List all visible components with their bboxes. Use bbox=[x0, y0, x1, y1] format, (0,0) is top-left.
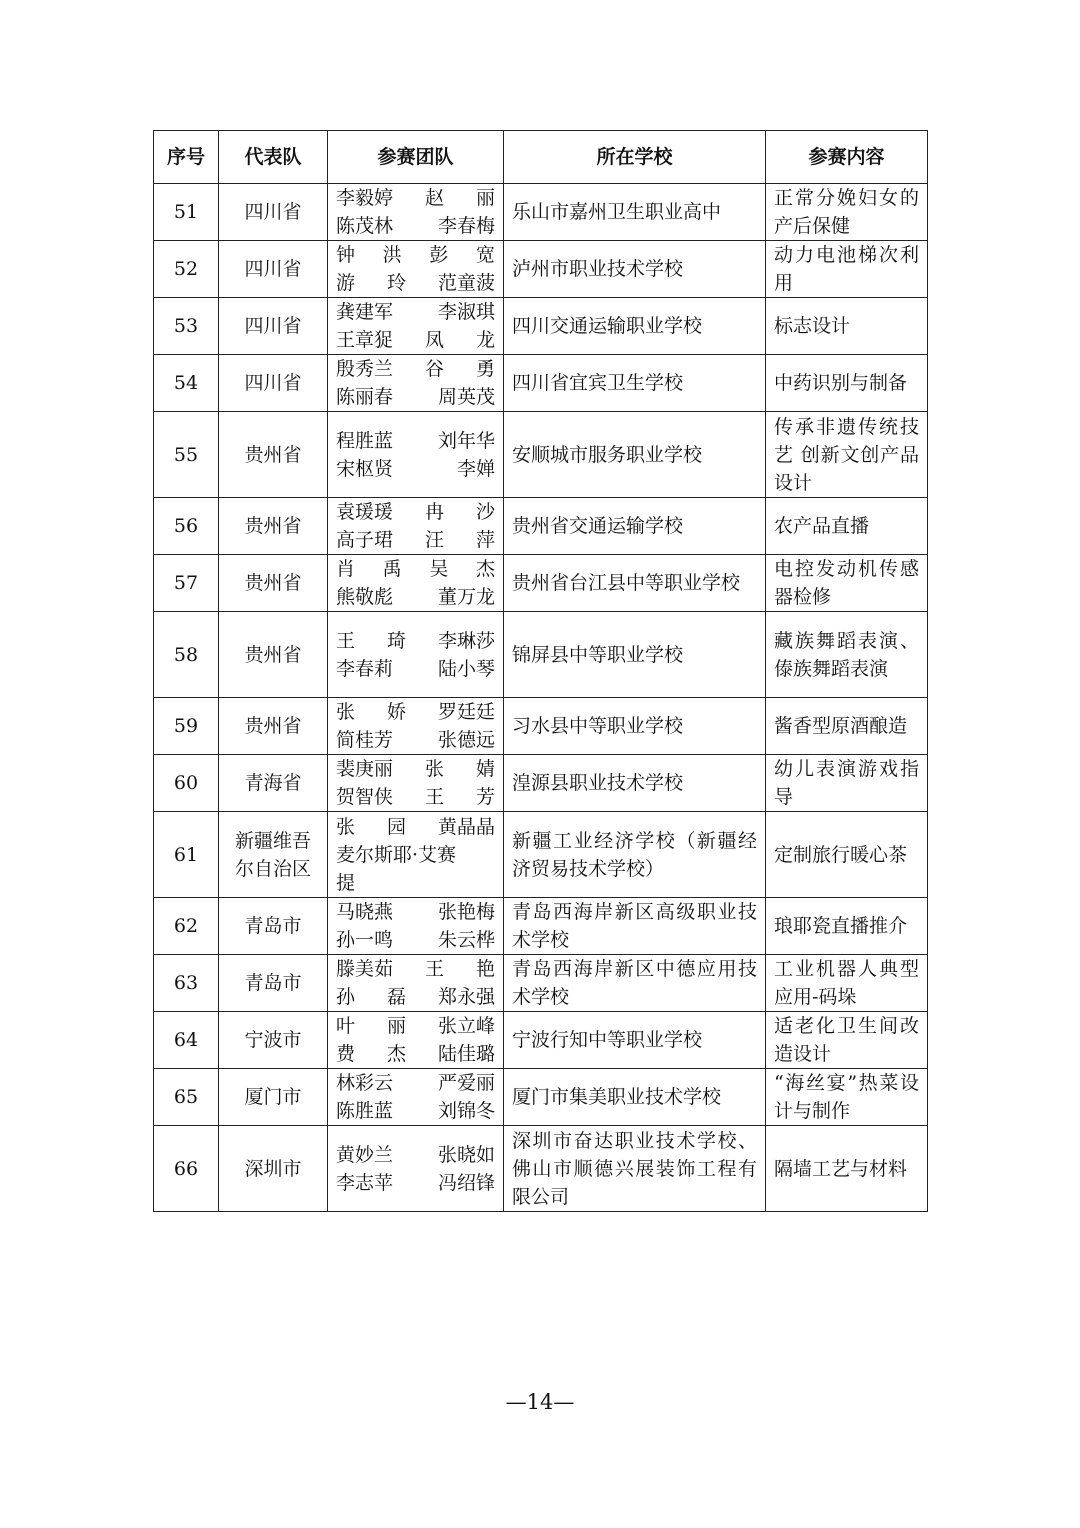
row-number: 57 bbox=[154, 555, 219, 612]
row-content: 定制旅行暖心茶 bbox=[766, 812, 928, 898]
row-content: 琅耶瓷直播推介 bbox=[766, 898, 928, 955]
row-number: 58 bbox=[154, 612, 219, 698]
row-team bbox=[328, 898, 504, 955]
table-row bbox=[154, 498, 928, 555]
row-school: 贵州省台江县中等职业学校 bbox=[504, 555, 766, 612]
table-row bbox=[154, 898, 928, 955]
header-province: 代表队 bbox=[219, 131, 328, 184]
row-province: 青岛市 bbox=[219, 955, 328, 1012]
table-row bbox=[154, 755, 928, 812]
row-content: 酱香型原酒酿造 bbox=[766, 698, 928, 755]
row-number: 62 bbox=[154, 898, 219, 955]
team-member-line: 袁瑗瑗 冉 沙 bbox=[336, 501, 495, 523]
table-row bbox=[154, 1012, 928, 1069]
row-school: 厦门市集美职业技术学校 bbox=[504, 1069, 766, 1126]
row-number: 60 bbox=[154, 755, 219, 812]
row-number: 64 bbox=[154, 1012, 219, 1069]
row-team bbox=[328, 698, 504, 755]
team-member-line: 殷秀兰 谷 勇 bbox=[336, 358, 495, 380]
team-member-line: 游 玲 范童菠 bbox=[336, 272, 495, 294]
team-member-line: 李志苹 冯绍锋 bbox=[336, 1171, 495, 1194]
row-school: 四川省宜宾卫生学校 bbox=[504, 355, 766, 412]
row-province: 宁波市 bbox=[219, 1012, 328, 1069]
team-member-line: 滕美茹 王 艳 bbox=[336, 958, 495, 980]
team-member-line: 提 bbox=[336, 871, 356, 894]
row-content: 农产品直播 bbox=[766, 498, 928, 555]
row-school: 宁波行知中等职业学校 bbox=[504, 1012, 766, 1069]
row-number: 53 bbox=[154, 298, 219, 355]
team-member-line: 张 娇 罗廷廷 bbox=[336, 701, 495, 723]
row-province: 贵州省 bbox=[219, 498, 328, 555]
row-school: 深圳市奋达职业技术学校、佛山市顺德兴展装饰工程有限公司 bbox=[504, 1126, 766, 1212]
header-no: 序号 bbox=[154, 131, 219, 184]
row-content: “海丝宴”热菜设计与制作 bbox=[766, 1069, 928, 1126]
row-school: 泸州市职业技术学校 bbox=[504, 241, 766, 298]
row-team bbox=[328, 184, 504, 241]
row-content: 传承非遗传统技艺 创新文创产品设计 bbox=[766, 412, 928, 498]
header-school: 所在学校 bbox=[504, 131, 766, 184]
row-team bbox=[328, 955, 504, 1012]
row-team bbox=[328, 1012, 504, 1069]
team-member-line: 贺智侠 王 芳 bbox=[336, 786, 495, 808]
team-member-line: 张 园 黄晶晶 bbox=[336, 815, 495, 838]
row-number: 66 bbox=[154, 1126, 219, 1212]
row-number: 61 bbox=[154, 812, 219, 898]
row-province: 四川省 bbox=[219, 355, 328, 412]
team-member-line: 钟 洪 彭 宽 bbox=[336, 244, 495, 266]
team-member-line: 高子珺 汪 萍 bbox=[336, 529, 495, 551]
row-number: 51 bbox=[154, 184, 219, 241]
row-content: 隔墙工艺与材料 bbox=[766, 1126, 928, 1212]
row-school: 青岛西海岸新区高级职业技术学校 bbox=[504, 898, 766, 955]
team-member-line: 肖 禹 吴 杰 bbox=[336, 558, 495, 580]
header-team: 参赛团队 bbox=[328, 131, 504, 184]
team-member-line: 费 杰 陆佳璐 bbox=[336, 1043, 495, 1065]
row-content: 电控发动机传感器检修 bbox=[766, 555, 928, 612]
team-member-line: 宋枢贤 李婵 bbox=[336, 457, 495, 480]
row-number: 65 bbox=[154, 1069, 219, 1126]
table-row bbox=[154, 698, 928, 755]
page-number: —14— bbox=[505, 1390, 575, 1414]
row-province: 青岛市 bbox=[219, 898, 328, 955]
row-team bbox=[328, 1069, 504, 1126]
row-content: 适老化卫生间改造设计 bbox=[766, 1012, 928, 1069]
row-team bbox=[328, 498, 504, 555]
row-province: 贵州省 bbox=[219, 612, 328, 698]
row-team bbox=[328, 241, 504, 298]
row-number: 63 bbox=[154, 955, 219, 1012]
row-number: 55 bbox=[154, 412, 219, 498]
table-row bbox=[154, 241, 928, 298]
team-member-line: 孙 磊 郑永强 bbox=[336, 986, 495, 1008]
row-team bbox=[328, 812, 504, 898]
row-province: 新疆维吾尔自治区 bbox=[219, 812, 328, 898]
row-province: 厦门市 bbox=[219, 1069, 328, 1126]
team-member-line: 程胜蓝 刘年华 bbox=[336, 429, 495, 452]
row-school: 安顺城市服务职业学校 bbox=[504, 412, 766, 498]
row-content: 工业机器人典型应用-码垛 bbox=[766, 955, 928, 1012]
row-team bbox=[328, 755, 504, 812]
team-member-line: 简桂芳 张德远 bbox=[336, 729, 495, 751]
team-member-line: 李毅婷 赵 丽 bbox=[336, 187, 495, 209]
row-content: 幼儿表演游戏指导 bbox=[766, 755, 928, 812]
row-province: 贵州省 bbox=[219, 412, 328, 498]
row-team bbox=[328, 1126, 504, 1212]
team-member-line: 王章㹱 凤 龙 bbox=[336, 329, 495, 351]
row-school: 习水县中等职业学校 bbox=[504, 698, 766, 755]
row-school: 乐山市嘉州卫生职业高中 bbox=[504, 184, 766, 241]
row-school: 贵州省交通运输学校 bbox=[504, 498, 766, 555]
row-number: 52 bbox=[154, 241, 219, 298]
table-row bbox=[154, 555, 928, 612]
row-school: 四川交通运输职业学校 bbox=[504, 298, 766, 355]
team-member-line: 熊敬彪 董万龙 bbox=[336, 586, 495, 608]
table-row bbox=[154, 355, 928, 412]
row-school: 锦屏县中等职业学校 bbox=[504, 612, 766, 698]
row-number: 59 bbox=[154, 698, 219, 755]
participants-table bbox=[153, 130, 928, 1212]
row-province: 贵州省 bbox=[219, 698, 328, 755]
row-number: 54 bbox=[154, 355, 219, 412]
table-row bbox=[154, 1069, 928, 1126]
row-team bbox=[328, 612, 504, 698]
row-content: 正常分娩妇女的产后保健 bbox=[766, 184, 928, 241]
team-member-line: 麦尔斯耶·艾赛 bbox=[336, 843, 457, 866]
table-header-row bbox=[154, 131, 928, 184]
row-province: 青海省 bbox=[219, 755, 328, 812]
table-row bbox=[154, 612, 928, 698]
table-row bbox=[154, 184, 928, 241]
row-province: 四川省 bbox=[219, 184, 328, 241]
table-row bbox=[154, 812, 928, 898]
team-member-line: 马晓燕 张艳梅 bbox=[336, 901, 495, 923]
row-team bbox=[328, 355, 504, 412]
row-province: 四川省 bbox=[219, 241, 328, 298]
table-row bbox=[154, 412, 928, 498]
row-team bbox=[328, 298, 504, 355]
team-member-line: 陈丽春 周英茂 bbox=[336, 386, 495, 408]
row-content: 藏族舞蹈表演、傣族舞蹈表演 bbox=[766, 612, 928, 698]
header-content: 参赛内容 bbox=[766, 131, 928, 184]
team-member-line: 叶 丽 张立峰 bbox=[336, 1015, 495, 1037]
team-member-line: 陈胜蓝 刘锦冬 bbox=[336, 1100, 495, 1122]
row-province: 深圳市 bbox=[219, 1126, 328, 1212]
team-member-line: 黄妙兰 张晓如 bbox=[336, 1143, 495, 1166]
team-member-line: 陈茂林 李春梅 bbox=[336, 215, 495, 237]
table-row bbox=[154, 1126, 928, 1212]
team-member-line: 裴庚丽 张 婧 bbox=[336, 758, 495, 780]
row-school: 青岛西海岸新区中德应用技术学校 bbox=[504, 955, 766, 1012]
row-province: 贵州省 bbox=[219, 555, 328, 612]
team-member-line: 孙一鸣 朱云桦 bbox=[336, 929, 495, 951]
row-content: 标志设计 bbox=[766, 298, 928, 355]
row-province: 四川省 bbox=[219, 298, 328, 355]
table-row bbox=[154, 298, 928, 355]
row-content: 中药识别与制备 bbox=[766, 355, 928, 412]
row-school: 湟源县职业技术学校 bbox=[504, 755, 766, 812]
row-school: 新疆工业经济学校（新疆经济贸易技术学校） bbox=[504, 812, 766, 898]
row-team bbox=[328, 555, 504, 612]
team-member-line: 龚建军 李淑琪 bbox=[336, 301, 495, 323]
table-row bbox=[154, 955, 928, 1012]
row-team bbox=[328, 412, 504, 498]
row-number: 56 bbox=[154, 498, 219, 555]
team-member-line: 林彩云 严爱丽 bbox=[336, 1072, 495, 1094]
row-content: 动力电池梯次利用 bbox=[766, 241, 928, 298]
team-member-line: 李春莉 陆小琴 bbox=[336, 657, 495, 680]
team-member-line: 王 琦 李琳莎 bbox=[336, 629, 495, 652]
